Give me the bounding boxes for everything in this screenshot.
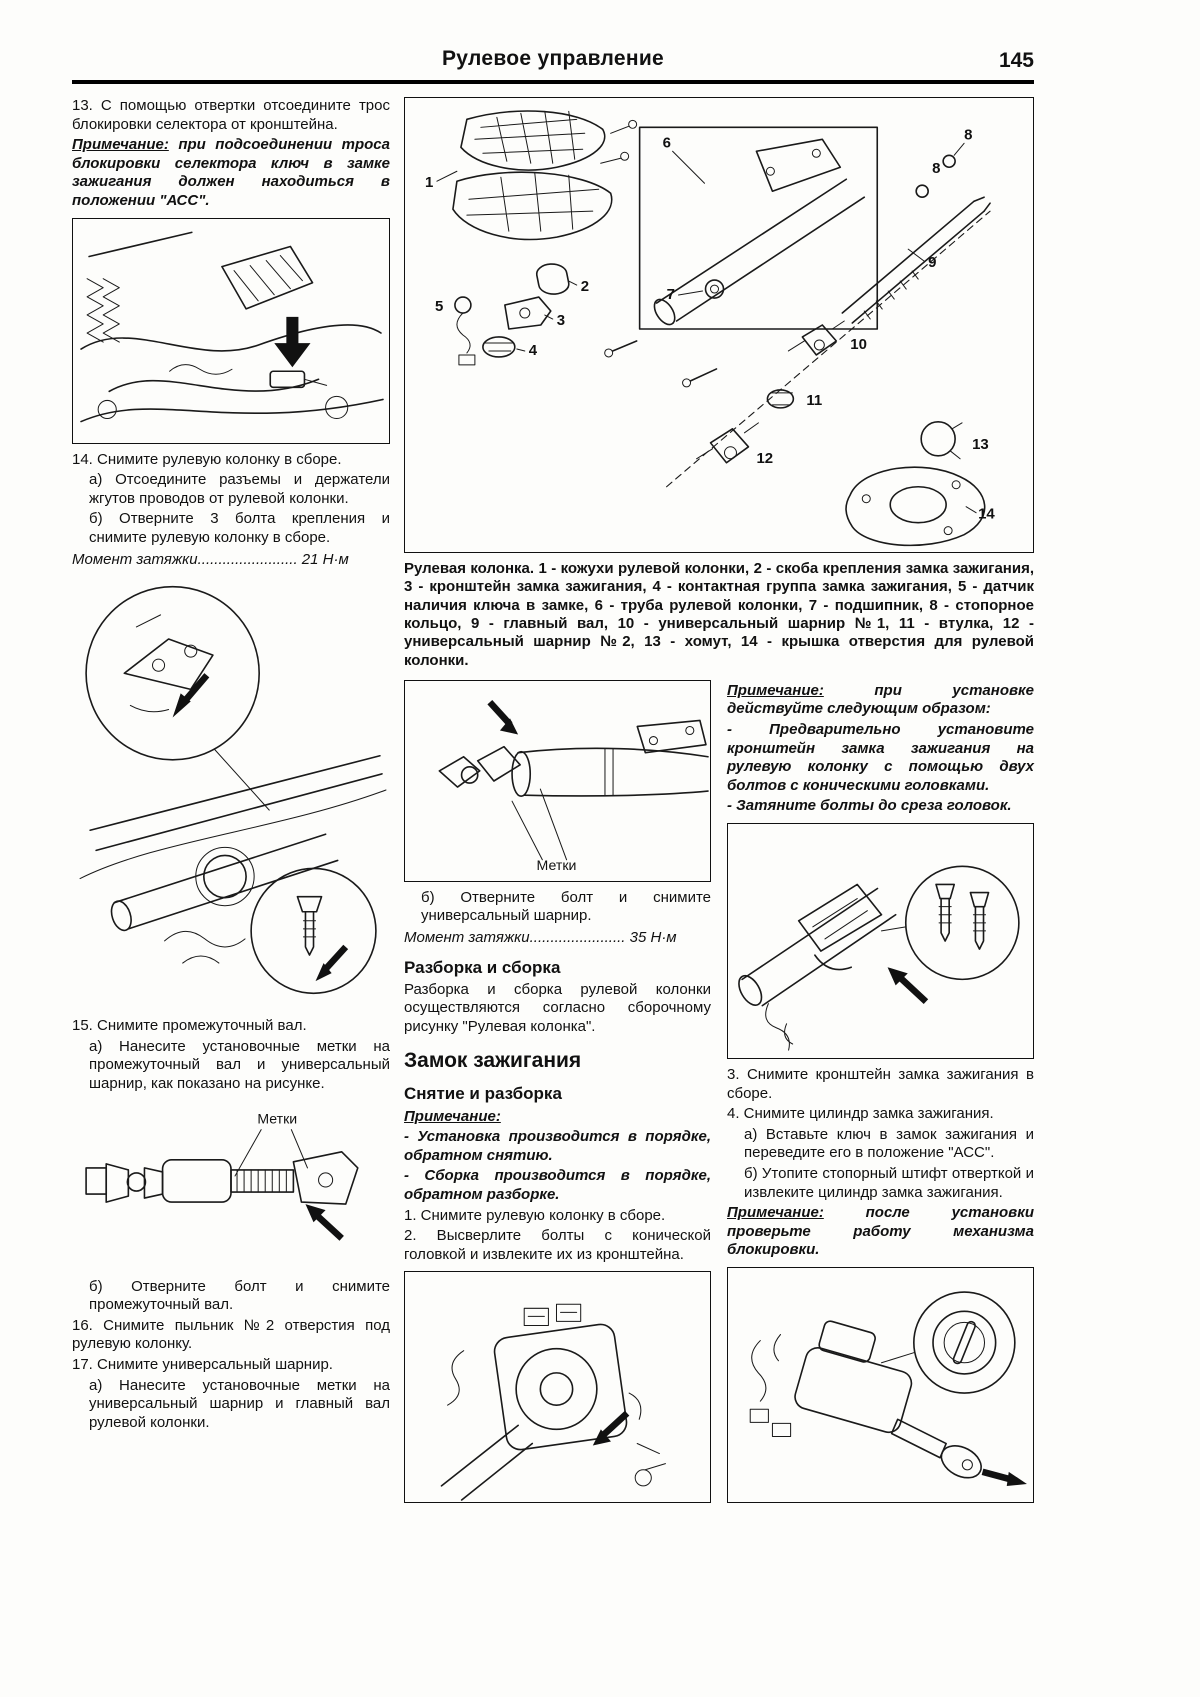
figure-steering-column-exploded bbox=[404, 97, 1034, 553]
figure-drill-bolts bbox=[404, 1271, 711, 1503]
ignition-cylinder-illustration bbox=[728, 1268, 1033, 1502]
lower-columns bbox=[404, 680, 1034, 1511]
torque-spec-35: Момент затяжки....................... 35 Н·м bbox=[404, 929, 677, 946]
part-number-label: 11 bbox=[806, 391, 823, 409]
page-content bbox=[72, 97, 1034, 1510]
figure-intermediate-shaft-marks bbox=[72, 1101, 390, 1271]
universal-joint-illustration bbox=[405, 681, 710, 881]
part-number-label: 9 bbox=[928, 254, 937, 272]
note-text: при подсоединении троса блокировки селектора ключ в замке зажигания должен находиться в положении "АСС". bbox=[72, 136, 390, 209]
step-14b: б) Отверните 3 болта крепления и снимите рулевую колонку в сборе. bbox=[89, 510, 390, 546]
figure-conical-bolts bbox=[727, 823, 1034, 1059]
note-label: Примечание: bbox=[72, 136, 169, 154]
down-arrow-icon bbox=[274, 317, 310, 367]
step-4a: а) Вставьте ключ в замок зажигания и переведите его в положение "АСС". bbox=[744, 1125, 1034, 1162]
note-bullet-1: - Установка производится в порядке, обратном снятию. bbox=[404, 1128, 711, 1164]
column-under-dash-illustration bbox=[72, 576, 390, 1010]
page-number: 145 bbox=[998, 49, 1034, 72]
part-number-label: 13 bbox=[972, 435, 989, 453]
part-number-label: 5 bbox=[434, 298, 444, 316]
page-title: Рулевое управление bbox=[441, 47, 665, 70]
paragraph-disassembly: Разборка и сборка рулевой колонки осуществляются согласно сборочному рисунку "Рулевая колонка". bbox=[404, 980, 711, 1035]
magnifier-circle bbox=[86, 587, 259, 760]
drill-bolts-illustration bbox=[405, 1272, 710, 1502]
step-17a: а) Нанесите установочные метки на универсальный шарнир и главный вал рулевой колонки. bbox=[89, 1376, 390, 1431]
step-2: 2. Высверлите болты с конической головкой и извлеките их из кронштейна. bbox=[404, 1227, 711, 1263]
part-number-label: 8 bbox=[932, 160, 941, 178]
step-14: 14. Снимите рулевую колонку в сборе. bbox=[72, 450, 342, 468]
part-number-label: 12 bbox=[756, 449, 774, 467]
magnifier-circle bbox=[906, 866, 1019, 979]
figure-engine-bay-cable bbox=[72, 218, 390, 444]
exploded-view-illustration bbox=[405, 98, 1033, 552]
note-install bbox=[727, 682, 1034, 719]
part-number-label: 4 bbox=[528, 341, 538, 359]
step-1: 1. Снимите рулевую колонку в сборе. bbox=[404, 1206, 666, 1224]
marks-label: Метки bbox=[257, 1110, 298, 1127]
note-bullet-1: - Предварительно установите кронштейн замка зажигания на рулевую колонку с помощью двух болтов с коническими головками. bbox=[727, 721, 1034, 794]
note-bullet-2: - Затяните болты до среза головок. bbox=[727, 797, 1012, 815]
note-text: после установки проверьте работу механизма блокировки. bbox=[727, 1204, 1034, 1259]
page-header bbox=[72, 46, 1034, 84]
step-16: 16. Снимите пыльник №2 отверстия под рулевую колонку. bbox=[72, 1316, 390, 1353]
step-13: 13. С помощью отвертки отсоедините трос блокировки селектора от кронштейна. bbox=[72, 97, 390, 133]
part-number-label: 2 bbox=[580, 278, 590, 296]
note-step-13 bbox=[72, 136, 390, 210]
magnifier-circle bbox=[914, 1292, 1015, 1393]
step-joint-b: б) Отверните болт и снимите универсальный шарнир. bbox=[421, 888, 711, 925]
conical-bolts-illustration bbox=[728, 824, 1033, 1058]
step-14a: а) Отсоедините разъемы и держатели жгутов проводов от рулевой колонки. bbox=[89, 471, 390, 507]
heading-disassembly: Разборка и сборка bbox=[404, 957, 561, 977]
part-number-label: 7 bbox=[666, 286, 675, 304]
heading-removal: Снятие и разборка bbox=[404, 1084, 562, 1104]
bold-arrow-icon bbox=[1007, 1472, 1027, 1486]
heading-ignition-lock: Замок зажигания bbox=[404, 1049, 582, 1073]
part-number-label: 3 bbox=[556, 312, 566, 330]
step-4: 4. Снимите цилиндр замка зажигания. bbox=[727, 1105, 994, 1123]
part-number-label: 1 bbox=[424, 174, 434, 192]
figure-universal-joint-marks bbox=[404, 680, 711, 882]
part-number-label: 10 bbox=[850, 335, 867, 353]
engine-bay-illustration bbox=[73, 219, 389, 443]
note-label: Примечание: bbox=[727, 681, 824, 699]
left-column bbox=[72, 97, 390, 1434]
note-label: Примечание: bbox=[727, 1204, 824, 1222]
note-label-line bbox=[404, 1108, 711, 1127]
middle-column bbox=[404, 680, 711, 1511]
marks-label: Метки bbox=[536, 856, 577, 873]
note-text: при установке действуйте следующим образом: bbox=[727, 681, 1034, 718]
figure-column-under-dash bbox=[72, 576, 390, 1010]
exploded-caption: Рулевая колонка. 1 - кожухи рулевой колонки, 2 - скоба крепления замка зажигания, 3 - кронштейн замка зажигания, 4 - контактная группа замка зажигания, 5 - датчик наличия ключа в замке, 6 - труба рулевой колонки, 7 - подшипник, 8 - стопорное кольцо, 9 - главный вал, 10 - универсальный шарнир №1, 11 - втулка, 12 - универсальный шарнир №2, 13 - хомут, 14 - крышка отверстия для рулевой колонки. bbox=[404, 560, 1034, 669]
part-number-label: 6 bbox=[662, 134, 671, 152]
step-4b: б) Утопите стопорный штифт отверткой и извлеките цилиндр замка зажигания. bbox=[744, 1164, 1034, 1201]
right-column bbox=[727, 680, 1034, 1510]
intermediate-shaft-illustration bbox=[72, 1101, 390, 1271]
step-15a: а) Нанесите установочные метки на промежуточный вал и универсальный шарнир, как показано на рисунке. bbox=[89, 1037, 390, 1092]
step-17: 17. Снимите универсальный шарнир. bbox=[72, 1355, 333, 1373]
part-number-label: 8 bbox=[964, 126, 973, 144]
note-label: Примечание: bbox=[404, 1107, 501, 1125]
step-15b: б) Отверните болт и снимите промежуточный вал. bbox=[89, 1277, 390, 1314]
part-number-label: 14 bbox=[978, 505, 995, 523]
note-check-lock bbox=[727, 1204, 1034, 1260]
torque-spec-21: Момент затяжки........................ 21 Н·м bbox=[72, 550, 349, 568]
right-area bbox=[404, 97, 1034, 1510]
note-bullet-2: - Сборка производится в порядке, обратном разборке. bbox=[404, 1167, 711, 1203]
figure-ignition-cylinder bbox=[727, 1267, 1034, 1503]
step-3: 3. Снимите кронштейн замка зажигания в сборе. bbox=[727, 1065, 1034, 1102]
step-15: 15. Снимите промежуточный вал. bbox=[72, 1017, 307, 1035]
